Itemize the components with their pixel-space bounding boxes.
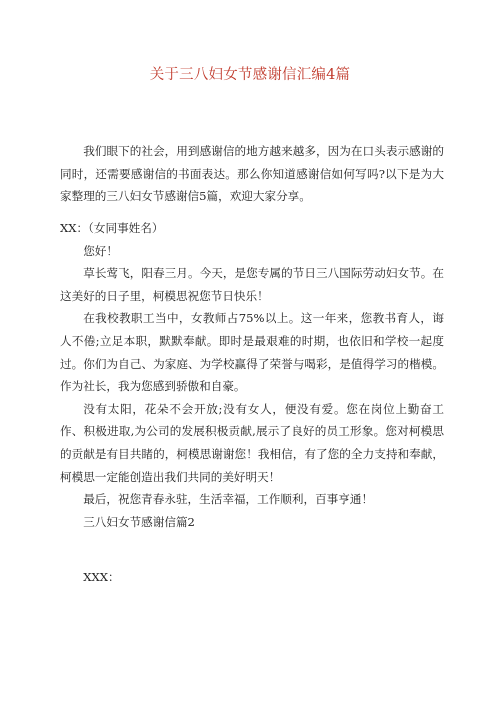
- section-2-heading: 三八妇女节感谢信篇2: [83, 514, 195, 529]
- greeting: 您好！: [83, 243, 118, 258]
- paragraph-3: 没有太阳，花朵不会开放;没有女人，便没有爱。您在岗位上勤奋工作、积极进取,为公司的发展积极贡献,展示了良好的员工形象。您对柯模思的贡献是有目共睹的，柯模思谢谢您！我相信，有了您的全力支持和奉献，柯模思一定能创造出我们共同的美好明天！: [60, 401, 444, 484]
- paragraph-1: 草长莺飞，阳春三月。今天，是您专属的节日三八国际劳动妇女节。在这美好的日子里，柯模思祝您节日快乐！: [60, 266, 444, 303]
- closing-line: 最后，祝您青春永驻，生活幸福，工作顺利，百事亨通！: [83, 492, 374, 507]
- section-2-salutation: XXX：: [83, 570, 120, 585]
- letter-body: [60, 217, 444, 589]
- intro-block: [60, 140, 444, 208]
- intro-paragraph: 我们眼下的社会，用到感谢信的地方越来越多，因为在口头表示感谢的同时，还需要感谢信的书面表达。那么你知道感谢信如何写吗?以下是为大家整理的三八妇女节感谢信5篇，欢迎大家分享。: [60, 144, 444, 204]
- paragraph-2: 在我校教职工当中，女教师占75%以上。这一年来，您教书育人，诲人不倦;立足本职，默默奉献。即时是最艰难的时期，也依旧和学校一起度过。你们为自己、为家庭、为学校赢得了荣誉与喝彩，是值得学习的楷模。作为社长，我为您感到骄傲和自豪。: [60, 311, 444, 394]
- document-title: 关于三八妇女节感谢信汇编4篇: [149, 67, 351, 83]
- salutation: XX：（女同事姓名）: [60, 221, 164, 235]
